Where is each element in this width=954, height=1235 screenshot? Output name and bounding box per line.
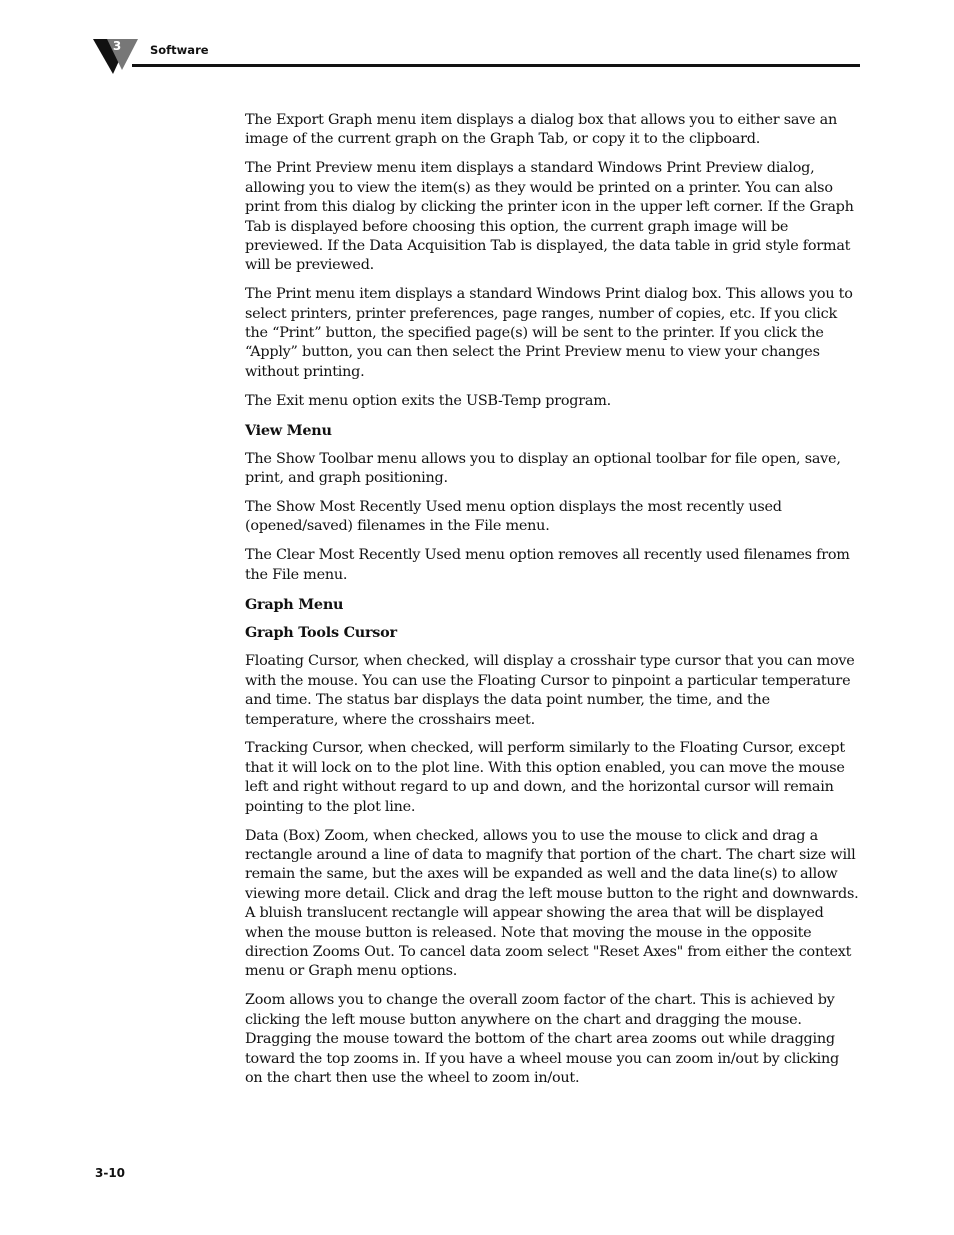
paragraph-clear-mru: The Clear Most Recently Used menu option removes all recently used filenames from the File menu. [245,547,850,583]
paragraph-zoom: Zoom allows you to change the overall zoom factor of the chart. This is achieved by clicking the left mouse button anywhere on the chart and dragging the mouse. Dragging the mouse toward the bottom of the chart area zooms out while dragging toward the top zooms in. If you have a wheel mouse you can zoom in/out by clicking on the chart then use the wheel to zoom in/out. [245,992,840,1086]
heading-graph-menu: Graph Menu [245,595,344,613]
paragraph-export-graph: The Export Graph menu item displays a dialog box that allows you to either save an image of the current graph on the Graph Tab, or copy it to the clipboard. [245,112,837,148]
heading-graph-tools-cursor: Graph Tools Cursor [245,624,397,642]
paragraph-show-mru: The Show Most Recently Used menu option displays the most recently used (opened/saved) filenames in the File menu. [245,498,782,535]
section-title: Software [150,43,209,57]
paragraph-exit: The Exit menu option exits the USB-Temp program. [245,392,611,409]
body-text [245,111,859,1098]
page-header [0,0,954,80]
chapter-number: 3 [112,39,122,53]
paragraph-data-box-zoom: Data (Box) Zoom, when checked, allows you to use the mouse to click and drag a rectangle around a line of data to magnify that portion of the chart. The chart size will remain the same, but the axes will be expanded as well and the data line(s) to allow viewing more detail. Click and drag the left mouse button to the right and downwards. A bluish translucent rectangle will appear showing the area that will be displayed when the mouse button is released. Note that moving the mouse in the opposite direction Zooms Out. To cancel data zoom select "Reset Axes" from either the context menu or Graph menu options. [245,827,859,980]
paragraph-floating-cursor: Floating Cursor, when checked, will display a crosshair type cursor that you can move with the mouse. You can use the Floating Cursor to pinpoint a particular temperature and time. The status bar displays the data point number, the time, and the temperature, where the crosshairs meet. [245,653,855,728]
page-number: 3-10 [95,1166,126,1180]
paragraph-tracking-cursor: Tracking Cursor, when checked, will perform similarly to the Floating Cursor, except that it will lock on to the plot line. With this option enabled, you can move the mouse left and right without regard to up and down, and the horizontal cursor will remain pointing to the plot line. [245,740,845,815]
paragraph-print-preview: The Print Preview menu item displays a standard Windows Print Preview dialog, allowing you to view the item(s) as they would be printed on a printer. You can also print from this dialog by clicking the printer icon in the upper left corner. If the Graph Tab is displayed before choosing this option, the current graph image will be previewed. If the Data Acquisition Tab is displayed, the data table in grid style format will be previewed. [245,160,854,274]
heading-view-menu: View Menu [245,421,332,439]
paragraph-print: The Print menu item displays a standard Windows Print dialog box. This allows you to select printers, printer preferences, page ranges, number of copies, etc. If you click the “Print” button, the specified page(s) will be sent to the printer. If you click the “Apply” button, you can then select the Print Preview menu to view your changes without printing. [245,286,853,380]
paragraph-show-toolbar: The Show Toolbar menu allows you to display an optional toolbar for file open, save, print, and graph positioning. [245,450,841,486]
header-rule [132,64,860,67]
